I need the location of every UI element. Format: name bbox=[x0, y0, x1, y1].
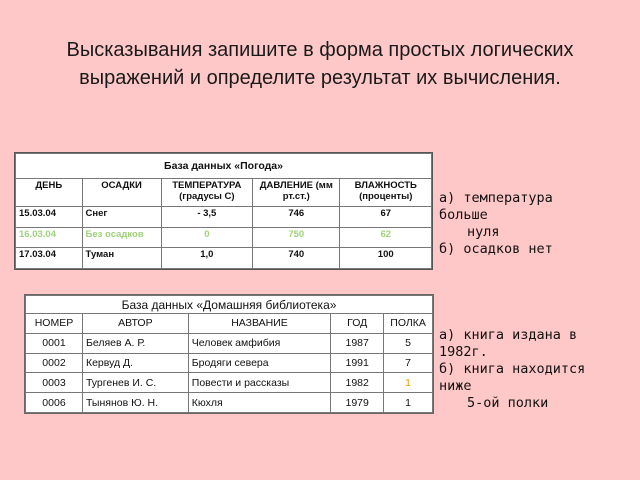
library-cell: 1979 bbox=[331, 393, 384, 413]
table-row bbox=[26, 393, 433, 413]
library-cell: Человек амфибия bbox=[188, 333, 330, 353]
library-cell: Повести и рассказы bbox=[188, 373, 330, 393]
weather-cell: 750 bbox=[253, 227, 340, 248]
weather-cell: 67 bbox=[340, 207, 432, 228]
library-cell: Кюхля bbox=[188, 393, 330, 413]
library-header-author: АВТОР bbox=[82, 314, 188, 334]
library-questions bbox=[439, 327, 585, 412]
weather-cell: - 3,5 bbox=[161, 207, 253, 228]
weather-questions bbox=[439, 190, 553, 258]
weather-header-day: ДЕНЬ bbox=[16, 179, 83, 207]
weather-header-temp: ТЕМПЕРАТУРА (градусы С) bbox=[161, 179, 253, 207]
library-header-title: НАЗВАНИЕ bbox=[188, 314, 330, 334]
q2-a-line2: 1982г. bbox=[439, 344, 488, 360]
weather-cell: Без осадков bbox=[82, 227, 161, 248]
weather-header-precip: ОСАДКИ bbox=[82, 179, 161, 207]
q2-b-line3: 5-ой полки bbox=[467, 395, 549, 411]
library-header-shelf: ПОЛКА bbox=[384, 314, 433, 334]
library-cell: 0001 bbox=[26, 333, 83, 353]
library-database-table bbox=[24, 294, 434, 414]
library-cell: 7 bbox=[384, 353, 433, 373]
table-row bbox=[16, 227, 432, 248]
table-row bbox=[26, 353, 433, 373]
weather-cell: 15.03.04 bbox=[16, 207, 83, 228]
library-cell: 1 bbox=[384, 373, 433, 393]
title-line-2: выражений и определите результат их вычисления. bbox=[79, 67, 561, 89]
library-cell: Кервуд Д. bbox=[82, 353, 188, 373]
weather-header-humidity: ВЛАЖНОСТЬ (проценты) bbox=[340, 179, 432, 207]
weather-cell: Снег bbox=[82, 207, 161, 228]
library-cell: 5 bbox=[384, 333, 433, 353]
table-row bbox=[16, 248, 432, 269]
library-header-year: ГОД bbox=[331, 314, 384, 334]
library-cell: 0002 bbox=[26, 353, 83, 373]
q1-a-line1: а) температура bbox=[439, 190, 553, 206]
weather-cell: 100 bbox=[340, 248, 432, 269]
q1-b-line1: б) осадков нет bbox=[439, 241, 553, 257]
weather-cell: 17.03.04 bbox=[16, 248, 83, 269]
library-cell: Бродяги севера bbox=[188, 353, 330, 373]
weather-cell: 0 bbox=[161, 227, 253, 248]
library-cell: Тургенев И. С. bbox=[82, 373, 188, 393]
title-line-1: Высказывания запишите в форма простых логических bbox=[66, 39, 574, 61]
q1-a-line3: нуля bbox=[467, 224, 500, 240]
slide-title bbox=[30, 36, 610, 92]
library-cell: 1 bbox=[384, 393, 433, 413]
library-caption: База данных «Домашняя библиотека» bbox=[26, 296, 433, 314]
library-header-number: НОМЕР bbox=[26, 314, 83, 334]
library-cell: 0003 bbox=[26, 373, 83, 393]
table-row bbox=[26, 373, 433, 393]
library-cell: 1987 bbox=[331, 333, 384, 353]
q1-a-line2: больше bbox=[439, 207, 488, 223]
library-cell: 1982 bbox=[331, 373, 384, 393]
library-cell: 0006 bbox=[26, 393, 83, 413]
library-cell: Беляев А. Р. bbox=[82, 333, 188, 353]
weather-caption: База данных «Погода» bbox=[16, 154, 432, 179]
weather-cell: 62 bbox=[340, 227, 432, 248]
q2-b-line2: ниже bbox=[439, 378, 472, 394]
weather-database-table bbox=[14, 152, 433, 270]
weather-header-pressure: ДАВЛЕНИЕ (мм рт.ст.) bbox=[253, 179, 340, 207]
q2-a-line1: а) книга издана в bbox=[439, 327, 578, 343]
weather-cell: 746 bbox=[253, 207, 340, 228]
library-cell: 1991 bbox=[331, 353, 384, 373]
table-row bbox=[26, 333, 433, 353]
weather-cell: 740 bbox=[253, 248, 340, 269]
weather-cell: 16.03.04 bbox=[16, 227, 83, 248]
table-row bbox=[16, 207, 432, 228]
weather-cell: Туман bbox=[82, 248, 161, 269]
q2-b-line1: б) книга находится bbox=[439, 361, 586, 377]
library-cell: Тынянов Ю. Н. bbox=[82, 393, 188, 413]
weather-cell: 1,0 bbox=[161, 248, 253, 269]
